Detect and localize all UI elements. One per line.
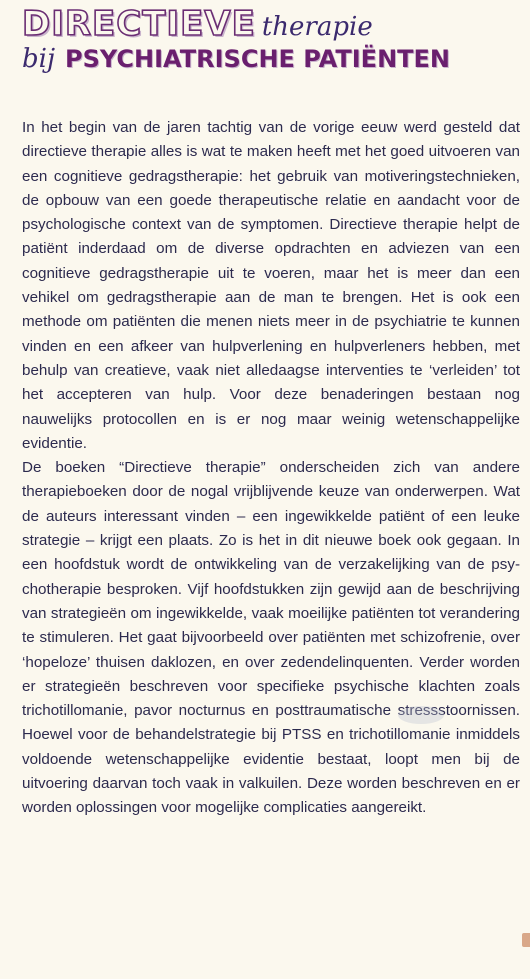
print-smudge <box>398 706 444 724</box>
title-word-directieve: DIRECTIEVE <box>22 4 256 44</box>
title-line-2 <box>22 44 450 74</box>
title-psychiatrische-patienten: PSYCHIATRISCHE PATIËNTEN <box>65 45 451 73</box>
body-text <box>22 116 520 821</box>
title-word-bij: bij <box>22 44 56 74</box>
body-paragraph-1: In het begin van de jaren tachtig van de vorige eeuw werd gesteld dat directieve therapie alles is wat te maken heeft met het goed uitvoeren van een cognitieve gedragstherapie: het gebruik van motiveringstechnieken, de opbouw van een goede therapeutische relatie en aandacht voor de psychologische context van de symptomen. Directieve therapie helpt de patiënt inderdaad om de diverse opdrachten en adviezen van een cognitieve gedragstherapie uit te voeren, maar het is meer dan een vehikel om gedragstherapie aan de man te brengen. Het is ook een methode om patiënten die menen niets meer in de psychiatrie te kunnen vinden en een afkeer van hulpverlening en hulpverleners hebben, met behulp van creatieve, vaak niet alledaagse interventies te ‘verleiden’ tot het accepteren van hulp. Voor deze benaderingen bestaan nog nauwelijks protocollen en is er nog maar weinig wetenschappelijke evidentie. <box>22 119 520 452</box>
edge-mark <box>522 933 530 947</box>
body-paragraph-2: De boeken “Directieve therapie” onderscheiden zich van andere therapieboeken door de nogal vrijblijvende keuze van onderwerpen. Wat de auteurs interessant vinden – een ingewikkelde patiënt of een leuke strategie – krijgt een plaats. Zo is het in dit nieuwe boek ook gegaan. In een hoofdstuk wordt de ontwikkeling van de verzakelijking van de psychotherapie besproken. Vijf hoofdstukken zijn gewijd aan de beschrijving van strategieën om ingewikkelde, vaak moeilijke patiënten tot verandering te stimuleren. Het gaat bijvoorbeeld over patiënten met schizofrenie, over ‘hopeloze’ thuisen daklozen, en over zedendelinquenten. Verder worden er strategieën beschreven voor specifieke psychische klachten zoals trichotillomanie, pavor nocturnus en posttraumatische stressstoornissen. Hoewel voor de behandelstrategie bij PTSS en trichotillomanie inmiddels voldoende wetenschappelijke evidentie bestaat, loopt men bij de uitvoering daarvan toch vaak in valkuilen. Deze worden beschreven en er worden oplossingen voor mogelijke complicaties aangereikt. <box>22 459 520 817</box>
title-line-1 <box>22 4 373 44</box>
title-word-therapie: therapie <box>261 12 373 42</box>
